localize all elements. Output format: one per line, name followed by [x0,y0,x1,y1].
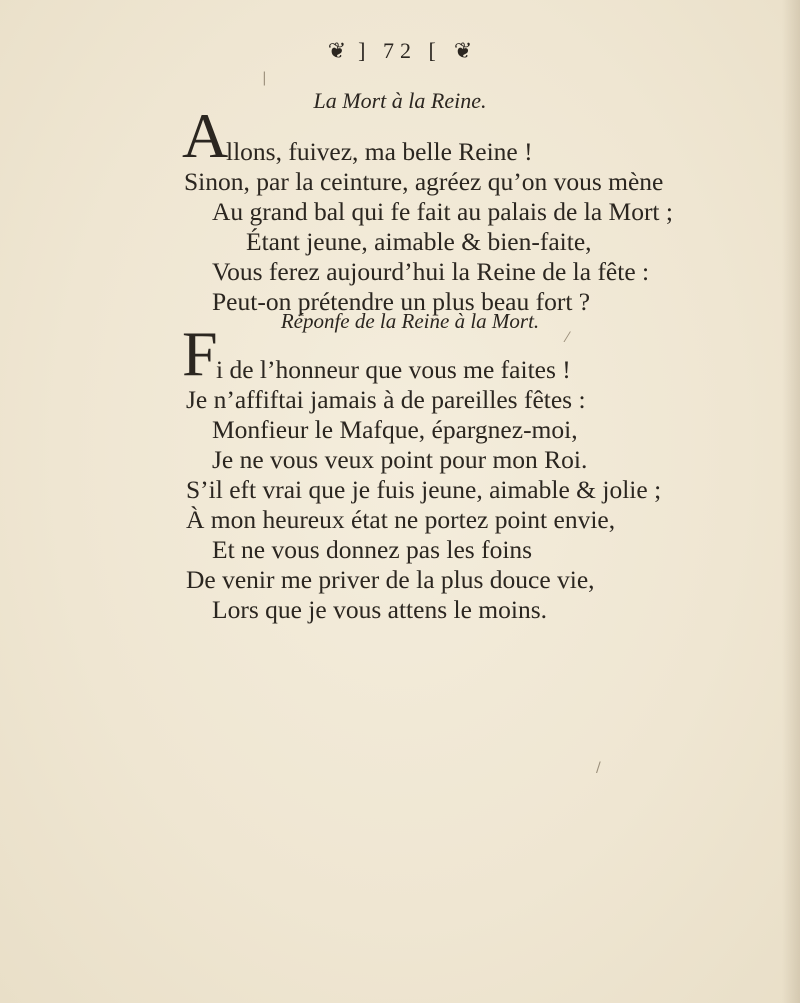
page-edge-shadow [782,0,800,1003]
poem2-line-1: i de l’honneur que vous me faites ! [216,355,571,384]
paper-speck: | [262,70,267,86]
poem2-line-2: Je n’affiftai jamais à de pareilles fêtes : [186,385,586,414]
poem1-line-2: Sinon, par la ceinture, agréez qu’on vous mène [184,167,664,196]
poem1-line-1: llons, fuivez, ma belle Reine ! [226,137,533,166]
poem2-line-6: À mon heureux état ne portez point envie, [186,505,616,534]
poem2-line-5: S’il eft vrai que je fuis jeune, aimable & jolie ; [186,475,662,504]
poem2-line-7: Et ne vous donnez pas les foins [212,535,533,564]
poem2-line-9: Lors que je vous attens le moins. [212,595,547,624]
poem1-line-5: Vous ferez aujourd’hui la Reine de la fête : [212,257,650,286]
poem1-dropcap: A [182,100,229,171]
poem2-title: Réponfe de la Reine à la Mort. [280,309,540,333]
poem1-line-3: Au grand bal qui fe fait au palais de la Mort ; [212,197,673,226]
paper-speck: ⁄ [566,330,569,346]
poem2-line-3: Monfieur le Mafque, épargnez-moi, [212,415,578,444]
ornament-left-icon: ❦ [327,38,347,63]
poem1-line-6: Peut-on prétendre un plus beau fort ? [212,287,591,316]
poem1-line-4: Étant jeune, aimable & bien-faite, [246,227,592,256]
page-number: ] 72 [ [358,38,442,63]
poem2-line-4: Je ne vous veux point pour mon Roi. [212,445,588,474]
running-header [0,38,800,65]
paper-speck: / [596,760,601,776]
poem1-title: La Mort à la Reine. [313,88,487,113]
poem2-dropcap: F [182,318,218,389]
poem2-line-8: De venir me priver de la plus douce vie, [186,565,595,594]
ornament-right-icon: ❦ [453,38,473,63]
